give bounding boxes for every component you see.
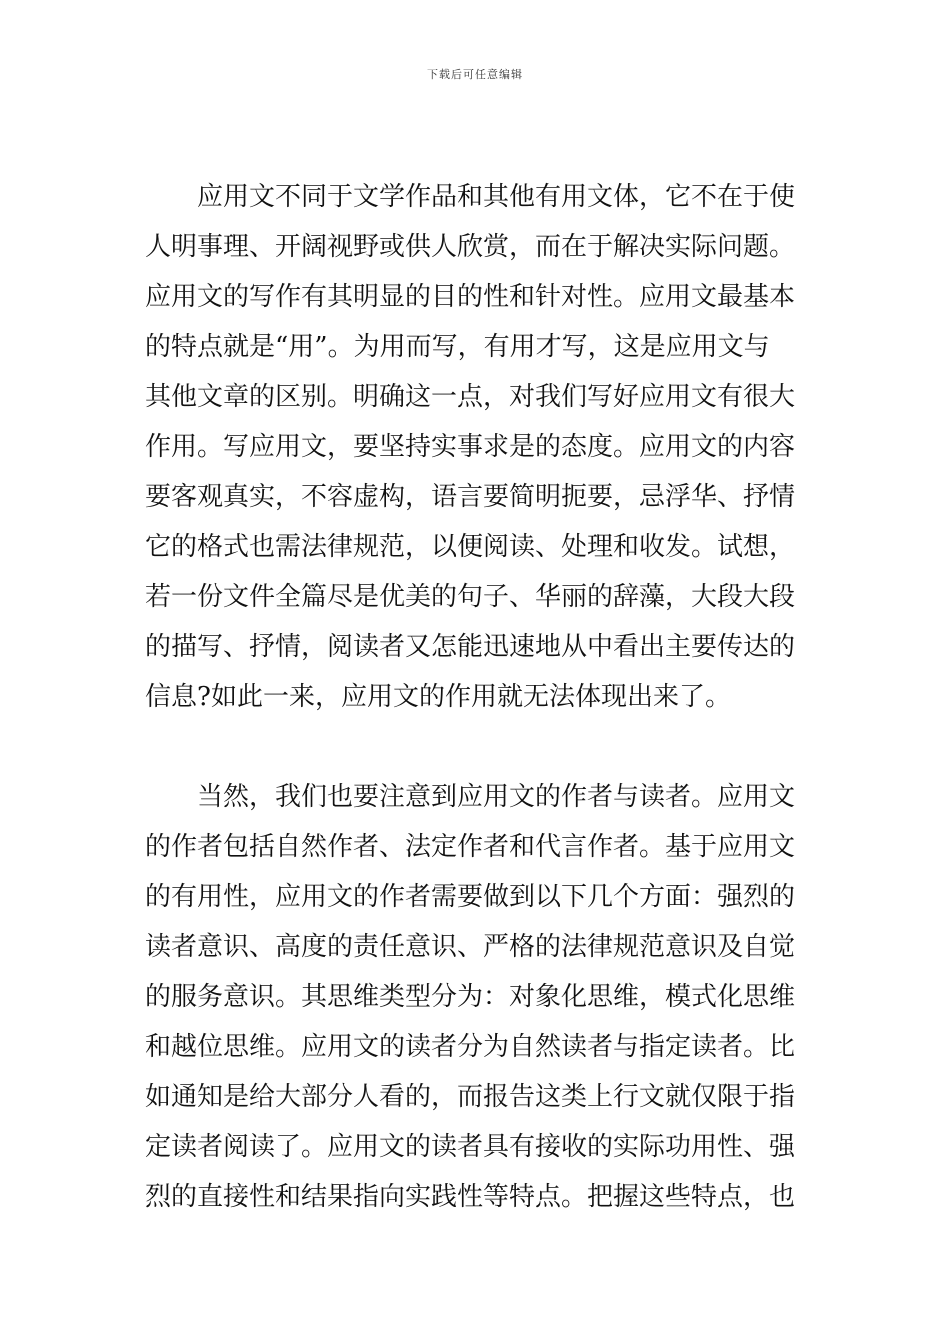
paragraph-line: 和越位思维。应用文的读者分为自然读者与指定读者。比	[145, 1032, 796, 1062]
paragraph-line: 的服务意识。其思维类型分为：对象化思维，模式化思维	[145, 982, 796, 1012]
paragraph-line: 读者意识、高度的责任意识、严格的法律规范意识及自觉	[145, 932, 796, 962]
paragraph-line: 烈的直接性和结果指向实践性等特点。把握这些特点，也	[145, 1182, 796, 1212]
paragraph-line: 其他文章的区别。明确这一点，对我们写好应用文有很大	[145, 382, 796, 412]
paragraph-line: 作用。写应用文，要坚持实事求是的态度。应用文的内容	[145, 432, 796, 462]
paragraph-1	[145, 172, 810, 722]
paragraph-line: 如通知是给大部分人看的，而报告这类上行文就仅限于指	[145, 1082, 796, 1112]
header-note: 下载后可任意编辑	[427, 68, 523, 81]
paragraph-line: 人明事理、开阔视野或供人欣赏，而在于解决实际问题。	[145, 232, 796, 262]
paragraph-line: 的作者包括自然作者、法定作者和代言作者。基于应用文	[145, 832, 796, 862]
paragraph-line: 的特点就是“用”。为用而写，有用才写，这是应用文与	[145, 332, 770, 362]
paragraph-line: 要客观真实，不容虚构，语言要简明扼要，忌浮华、抒情	[145, 482, 796, 512]
paragraph-line: 的有用性，应用文的作者需要做到以下几个方面：强烈的	[145, 882, 796, 912]
paragraph-line: 信息?如此一来，应用文的作用就无法体现出来了。	[145, 682, 731, 712]
paragraph-2	[145, 772, 810, 1222]
paragraph-line: 定读者阅读了。应用文的读者具有接收的实际功用性、强	[145, 1132, 796, 1162]
paragraph-line: 应用文不同于文学作品和其他有用文体，它不在于使	[197, 182, 796, 212]
paragraph-line: 当然，我们也要注意到应用文的作者与读者。应用文	[197, 782, 796, 812]
paragraph-line: 应用文的写作有其明显的目的性和针对性。应用文最基本	[145, 282, 796, 312]
paragraph-line: 的描写、抒情，阅读者又怎能迅速地从中看出主要传达的	[145, 632, 796, 662]
paragraph-line: 它的格式也需法律规范，以便阅读、处理和收发。试想，	[145, 532, 796, 562]
paragraph-line: 若一份文件全篇尽是优美的句子、华丽的辞藻，大段大段	[145, 582, 796, 612]
